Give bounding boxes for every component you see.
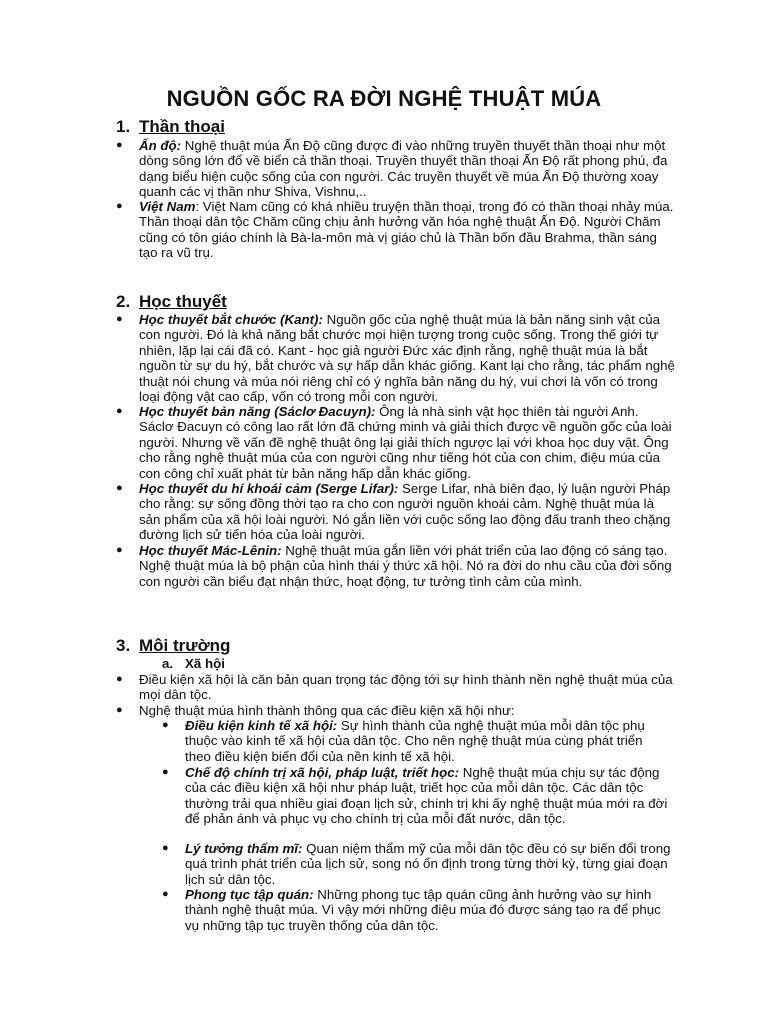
item-label: Điều kiện kinh tế xã hội: [185, 718, 338, 733]
list-item [116, 703, 676, 718]
item-text: Serge Lifar, nhà biên đạo, lý luận người Pháp cho rằng: sự sống đồng thời tạo ra cho con người nguồn khoái cảm. Nghệ thuật múa là sản phẩm của xã hội loài người. Nó gắn liền với cuộc sống lao động đấu tranh theo chặng đường lịch sử tiến hóa của loài người. [139, 481, 671, 543]
section-number: 3. [116, 636, 131, 655]
section-title: Học thuyết [139, 292, 227, 311]
item-label: Học thuyết du hí khoái cảm (Serge Lifar): [139, 481, 399, 496]
bullet-icon: ● [116, 544, 123, 556]
item-label: Ấn độ: [139, 138, 182, 153]
item-text: : Việt Nam cũng có khá nhiều truyện thần thoại, trong đó có thần thoại nhảy múa. Thần thoại dân tộc Chăm cũng chịu ảnh hưởng văn hóa nghệ thuật Ấn Độ. Người Chăm cũng có tôn giáo chính là Bà-la-môn mà vị giáo chủ là Thần bốn đầu Brahma, thần sáng tạo ra vũ trụ. [139, 199, 674, 261]
item-label: Học thuyết bắt chước (Kant): [139, 312, 323, 327]
item-text: Nghệ thuật múa hình thành thông qua các điều kiện xã hội như: [139, 703, 515, 718]
page-title: NGUỒN GỐC RA ĐỜI NGHỆ THUẬT MÚA [166, 86, 602, 111]
subsection-heading [162, 656, 225, 671]
item-text: Những phong tục tập quán cũng ảnh hưởng vào sự hình thành nghệ thuật múa. Vì vậy mới những điệu múa đó được sáng tạo ra để phục vụ những tập tục truyền thống của dân tộc. [185, 887, 661, 933]
bullet-icon: ● [162, 719, 169, 731]
item-text: Sự hình thành của nghệ thuật múa mỗi dân tộc phụ thuộc vào kinh tế xã hội của dân tộc. Cho nên nghệ thuật múa cùng phát triển theo điều kiện biến đổi của nền kinh tế xã hội. [185, 718, 645, 764]
bullet-icon: ● [162, 766, 169, 778]
section-number: 1. [116, 117, 131, 136]
item-label: Phong tục tập quán: [185, 887, 314, 902]
bullet-icon: ● [162, 888, 169, 900]
bullet-icon: ● [116, 673, 123, 685]
subsection-title: Xã hội [185, 656, 225, 671]
item-label: Lý tưởng thẩm mĩ: [185, 841, 303, 856]
sub-list-item [162, 718, 672, 764]
section-heading-2 [116, 292, 227, 312]
sub-list-item [162, 841, 672, 887]
item-text: Nghệ thuật múa Ấn Độ cũng được đi vào những truyền thuyết thần thoại như một dòng sông lớn đổ về biển cả thần thoại. Truyền thuyết thần thoại Ấn Độ rất phong phú, đa dạng biểu hiện cuộc sống của con người. Các truyền thuyết về múa Ấn Độ thường xoay quanh các vị thần như Shiva, Vishnu,.. [139, 138, 668, 200]
bullet-icon: ● [116, 704, 123, 716]
bullet-icon: ● [116, 405, 123, 417]
section-number: 2. [116, 292, 131, 311]
section-title: Thần thoại [139, 117, 225, 136]
bullet-icon: ● [116, 139, 123, 151]
item-text: Nguồn gốc của nghệ thuật múa là bản năng sinh vật của con người. Đó là khả năng bắt chước mọi hiện tượng trong cuộc sống. Trong thế giới tự nhiên, lặp lại cái đã có. Kant - học giả người Đức xác định rằng, nghệ thuật múa là bắt nguồn từ sự du hý, bắt chước và sự hấp dẫn khác giống. Kant lại cho rằng, tác phẩm nghệ thuật nói chung và múa nói riêng chỉ có ý nghĩa bản năng du hý, vui chơi là vốn có trong loại động vật cao cấp, vốn có trong mỗi con người. [139, 312, 675, 405]
section-title: Môi trường [139, 636, 231, 655]
item-label: Chế độ chính trị xã hội, pháp luật, triết học: [185, 765, 460, 780]
item-label: Việt Nam [139, 199, 196, 214]
list-item [116, 138, 676, 200]
item-text: Nghệ thuật múa gắn liền với phát triển của lao động có sáng tạo. Nghệ thuật múa là bộ phận của hình thái ý thức xã hội. Nó ra đời do nhu cầu của đời sống con người cần biểu đạt nhận thức, hoạt động, tư tưởng tình cảm của mình. [139, 543, 672, 589]
item-label: Học thuyết bản năng (Sáclơ Đacuyn): [139, 404, 376, 419]
subsection-number: a. [162, 656, 174, 671]
item-text: Ông là nhà sinh vật học thiên tài người Anh. Sáclơ Đacuyn có công lao rất lớn đã chứng minh và giải thích được về nguồn gốc của loài người. Nhưng về vấn đề nghệ thuật ông lại giải thích ngược lại với khoa học duy vật. Ông cho rằng nghệ thuật múa của con người cũng như tiếng hót của con chim, điệu múa của con công chỉ xuất phát từ bản năng hấp dẫn khác giống. [139, 404, 672, 481]
bullet-icon: ● [162, 842, 169, 854]
section-heading-3 [116, 636, 230, 656]
list-item [116, 481, 676, 543]
bullet-icon: ● [116, 200, 123, 212]
sub-list-item [162, 765, 672, 827]
section-heading-1 [116, 117, 225, 137]
bullet-icon: ● [116, 482, 123, 494]
item-text: Quan niệm thẩm mỹ của mỗi dân tộc đều có sự biến đổi trong quá trình phát triển của lịch sử, song nó ổn định trong từng thời kỳ, từng giai đoạn lịch sử dân tộc. [185, 841, 671, 887]
list-item [116, 543, 676, 589]
bullet-icon: ● [116, 313, 123, 325]
list-item [116, 404, 676, 481]
item-text: Điều kiện xã hội là căn bản quan trọng tác động tới sự hình thành nền nghệ thuật múa của mọi dân tộc. [139, 672, 673, 703]
item-label: Học thuyết Mác-Lênin: [139, 543, 282, 558]
sub-list-item [162, 887, 672, 933]
list-item [116, 199, 676, 261]
list-item [116, 312, 676, 404]
list-item [116, 672, 676, 703]
item-text: Nghệ thuật múa chịu sự tác động của các điều kiện xã hội như pháp luật, triết học của mỗi dân tộc. Các dân tộc thường trải qua nhiều giai đoạn lịch sử, chính trị khi ấy nghệ thuật múa mới ra đời để phản ánh và phục vụ cho chính trị của mỗi đất nước, dân tộc. [185, 765, 668, 827]
